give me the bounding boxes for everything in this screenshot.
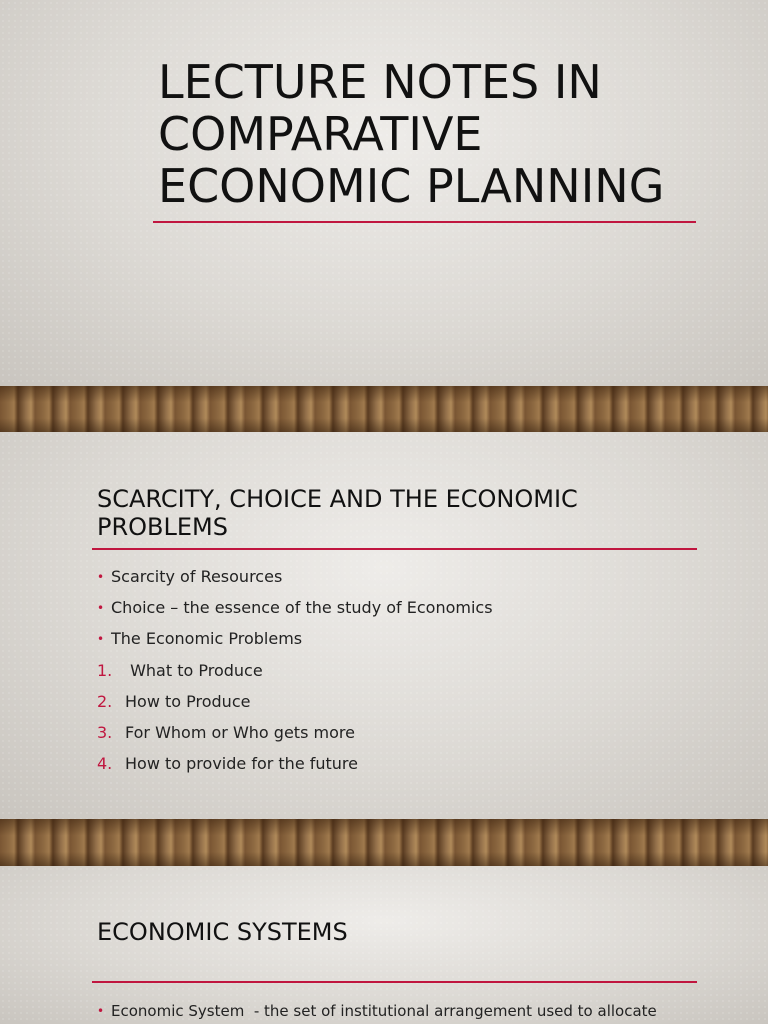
numbered-item — [97, 659, 493, 690]
bullet-icon: • — [97, 570, 105, 584]
numbered-item — [97, 690, 493, 721]
list-item — [97, 999, 657, 1024]
title-slide — [0, 0, 768, 386]
title-divider — [153, 221, 696, 223]
wood-floor-band — [0, 386, 768, 432]
numbered-item — [97, 721, 493, 752]
heading-divider — [92, 981, 697, 983]
heading-line: PROBLEMS — [97, 513, 228, 541]
item-number: 1. — [97, 660, 113, 680]
title-line: LECTURE NOTES IN — [158, 55, 602, 109]
list-item-text: Choice – the essence of the study of Economics — [111, 598, 493, 618]
heading-line: SCARCITY, CHOICE AND THE ECONOMIC — [97, 485, 578, 513]
numbered-item-text: What to Produce — [125, 660, 263, 680]
bullet-icon: • — [97, 601, 105, 616]
heading-line: ECONOMIC SYSTEMS — [97, 918, 348, 946]
slide-heading — [97, 918, 348, 946]
numbered-item — [97, 752, 493, 783]
numbered-item-text: How to Produce — [125, 691, 251, 711]
economic-systems-slide — [0, 866, 768, 1024]
heading-divider — [92, 548, 697, 550]
item-number: 2. — [97, 691, 113, 711]
numbered-item-text: For Whom or Who gets more — [125, 722, 355, 742]
numbered-item-text: How to provide for the future — [125, 754, 358, 774]
bullet-icon: • — [97, 1004, 105, 1018]
scarcity-slide — [0, 432, 768, 819]
list-item — [97, 627, 493, 658]
slide-title — [158, 56, 718, 212]
title-line: COMPARATIVE — [158, 107, 483, 161]
slide-heading — [97, 485, 578, 541]
title-line: ECONOMIC PLANNING — [158, 159, 665, 213]
item-number: 3. — [97, 722, 113, 742]
list-item-text: Economic System - the set of institutional arrangement used to allocate — [111, 1002, 657, 1020]
list-item-text: Scarcity of Resources — [111, 567, 283, 586]
list-item-text: The Economic Problems — [111, 629, 303, 649]
content-list — [97, 999, 657, 1024]
list-item — [97, 596, 493, 627]
list-item — [97, 565, 493, 596]
item-number: 4. — [97, 754, 113, 774]
bullet-icon: • — [97, 632, 105, 647]
wood-floor-band — [0, 819, 768, 866]
content-list — [97, 565, 493, 783]
